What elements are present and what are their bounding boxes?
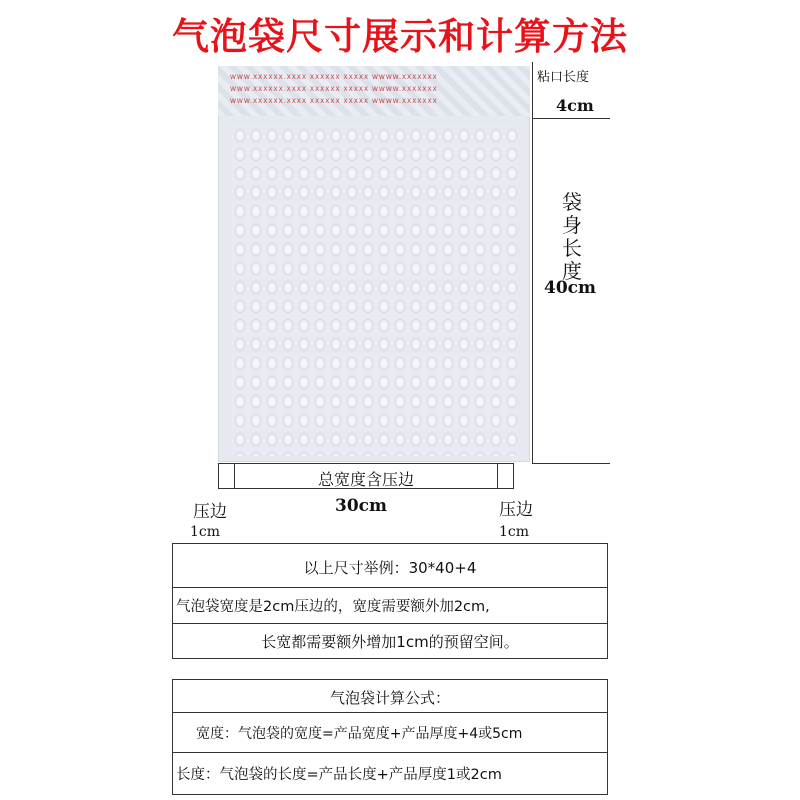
bubble-pattern-area bbox=[232, 126, 518, 456]
seal-length-label: 粘口长度 bbox=[537, 70, 590, 85]
seal-length-value: 4cm bbox=[556, 96, 594, 115]
formula-box-divider-2 bbox=[172, 752, 608, 753]
total-width-value: 30cm bbox=[335, 496, 387, 516]
right-measure-line bbox=[532, 62, 533, 464]
example-box-divider-1 bbox=[172, 587, 608, 588]
seal-divider-line bbox=[532, 118, 610, 119]
body-label-char-2: 身 bbox=[562, 213, 582, 237]
seal-print-text-1: WWW.XXXXXX.XXXX XXXXXX XXXXX WWWW.XXXXXXX bbox=[230, 74, 438, 81]
right-edge-marker bbox=[497, 463, 498, 489]
total-width-label: 总宽度含压边 bbox=[317, 470, 414, 489]
body-bottom-line bbox=[532, 463, 610, 464]
body-length-value: 40cm bbox=[544, 278, 596, 298]
seal-print-text-3: WWW.XXXXXX.XXXX XXXXXX XXXXX WWWW.XXXXXXX bbox=[230, 98, 438, 105]
length-formula: 长度：气泡袋的长度=产品长度+产品厚度1或2cm bbox=[176, 767, 502, 783]
example-line-1: 气泡袋宽度是2cm压边的，宽度需要额外加2cm, bbox=[176, 599, 490, 615]
body-label-char-1: 袋 bbox=[562, 190, 582, 214]
seal-print-text-2: WWW.XXXXXX.XXXX XXXXXX XXXXX WWWW.XXXXXXX bbox=[230, 86, 438, 93]
body-label-char-4: 度 bbox=[562, 259, 582, 283]
page-title: 气泡袋尺寸展示和计算方法 bbox=[172, 15, 628, 58]
example-line-2: 长宽都需要额外增加1cm的预留空间。 bbox=[261, 633, 519, 651]
formula-box-divider-1 bbox=[172, 712, 608, 713]
right-edge-label: 压边 bbox=[499, 500, 533, 520]
formula-header: 气泡袋计算公式： bbox=[329, 689, 450, 707]
body-label-char-3: 长 bbox=[562, 236, 582, 260]
example-header: 以上尺寸举例：30*40+4 bbox=[303, 559, 477, 577]
example-box-divider-2 bbox=[172, 623, 608, 624]
left-edge-value: 1cm bbox=[190, 524, 221, 540]
width-formula: 宽度：气泡袋的宽度=产品宽度+产品厚度+4或5cm bbox=[196, 726, 523, 742]
left-edge-label: 压边 bbox=[193, 502, 227, 522]
right-edge-value: 1cm bbox=[499, 524, 530, 540]
